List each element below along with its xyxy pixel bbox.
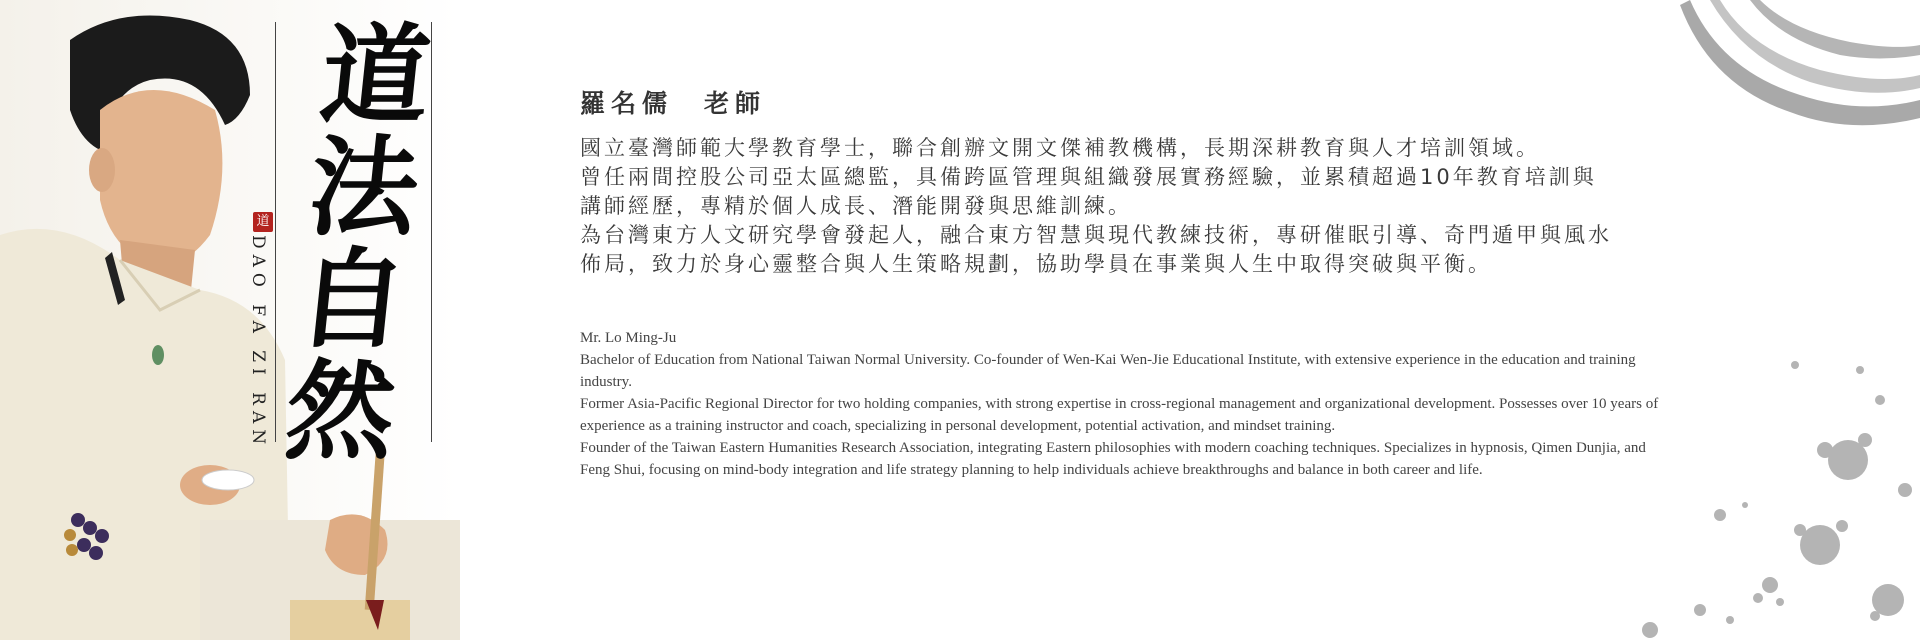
- calligraphy-char: 道: [315, 13, 437, 139]
- romanization-label: DAO FA ZI RAN: [248, 235, 268, 451]
- bio-zh-paragraph: [580, 134, 1670, 279]
- bio-zh-line: 為台灣東方人文研究學會發起人，融合東方智慧與現代教練技術，專研催眠引導、奇門遁甲與風水: [580, 223, 1612, 247]
- bio-zh-line: 佈局，致力於身心靈整合與人生策略規劃，協助學員在事業與人生中取得突破與平衡。: [580, 252, 1492, 276]
- calligraphy-char: 然: [279, 349, 401, 475]
- bio-en-paragraph: Bachelor of Education from National Taiwan Normal University. Co-founder of Wen-Kai Wen-Jie Educational Institute, with extensive experience in the education and training industry.: [580, 352, 1636, 390]
- teacher-name-en: Mr. Lo Ming-Ju: [580, 330, 677, 346]
- ink-brush-stroke-decoration: [1680, 0, 1920, 130]
- bio-zh-line: 講師經歷，專精於個人成長、潛能開發與思維訓練。: [580, 194, 1132, 218]
- teacher-name-zh: 羅名儒 老師: [580, 89, 767, 118]
- bio-zh-line: 國立臺灣師範大學教育學士，聯合創辦文開文傑補教機構，長期深耕教育與人才培訓領域。: [580, 136, 1540, 160]
- calligraphy-char: 法: [303, 125, 425, 251]
- seal-stamp: 道: [253, 212, 273, 232]
- bio-en-paragraph: Former Asia-Pacific Regional Director for two holding companies, with strong expertise in cross-regional management and organizational development. Possesses over 10 years of experience as a training instructor and coach, specializing in personal development, potential activation, and mindset training.: [580, 396, 1659, 434]
- bio-en-block: [580, 327, 1670, 481]
- bio-en-paragraph: Founder of the Taiwan Eastern Humanities Research Association, integrating Eastern philosophies with modern coaching techniques. Specializes in hypnosis, Qimen Dunjia, and Feng Shui, focusing on mind-body integration and life strategy planning to help individuals achieve breakthroughs and balance in both career and life.: [580, 440, 1646, 478]
- portrait-panel: [0, 0, 460, 640]
- calligraphy-char: 自: [291, 237, 413, 363]
- bio-content: [580, 84, 1670, 481]
- bio-zh-line: 曾任兩間控股公司亞太區總監，具備跨區管理與組織發展實務經驗，並累積超過10年教育培訓與: [580, 165, 1597, 189]
